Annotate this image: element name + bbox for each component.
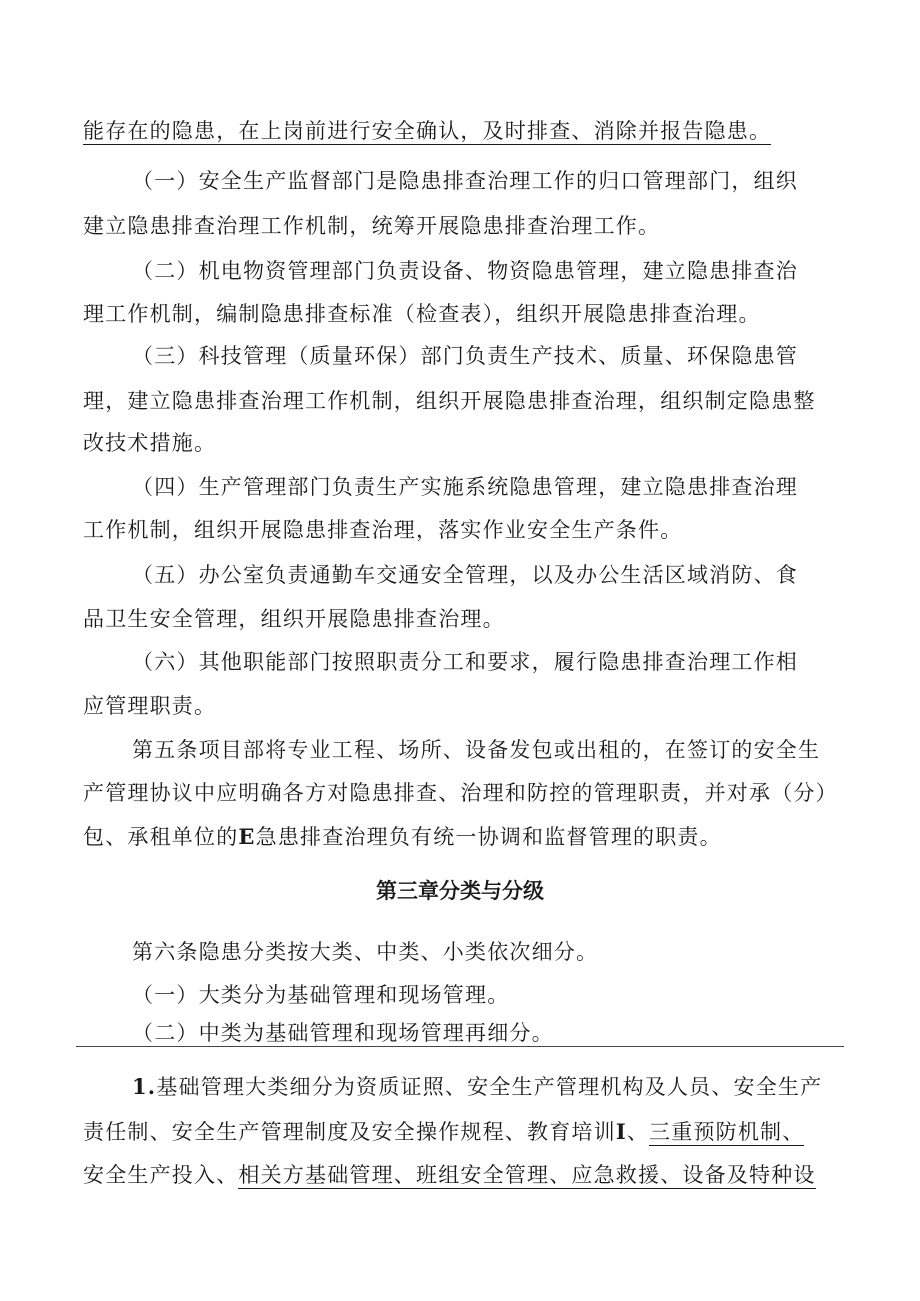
- paragraph-line: [132, 1018, 843, 1048]
- paragraph-line: [83, 116, 843, 146]
- item-number: 1.: [132, 1074, 157, 1099]
- text-segment: I: [615, 1119, 627, 1144]
- paragraph-line: （六）其他职能部门按照职责分工和要求，履行隐患排查治理工作相: [132, 650, 798, 674]
- underlined-text: 相关方基础管理、班组安全管理、应急救援、设备及特种设: [238, 1163, 816, 1187]
- paragraph-line: 第六条隐患分类按大类、中类、小类依次细分。: [132, 940, 599, 964]
- paragraph-line: 产管理协议中应明确各方对隐患排查、治理和防控的管理职责，并对承（分）: [83, 781, 838, 805]
- paragraph-line: 第五条项目部将专业工程、场所、设备发包或出租的，在签订的安全生: [132, 738, 821, 762]
- text-segment: 责任制、安全生产管理制度及安全操作规程、教育培训: [83, 1120, 616, 1144]
- paragraph-line: [83, 822, 843, 852]
- page-divider: [76, 1046, 844, 1047]
- paragraph-line: [83, 1160, 843, 1190]
- paragraph-line: 理，建立隐患排查治理工作机制，组织开展隐患排查治理，组织制定隐患整: [83, 389, 816, 413]
- paragraph-line: （二）机电物资管理部门负责设备、物资隐患管理，建立隐患排查治: [132, 259, 798, 283]
- text-segment: 急患排查治理负有统一协调和监督管理的职责。: [255, 825, 722, 849]
- paragraph-line: 建立隐患排查治理工作机制，统筹开展隐患排查治理工作。: [83, 214, 661, 238]
- underlined-text: 能存在的隐患，在上岗前进行安全确认，及时排查、消除并报告隐患。: [83, 119, 772, 143]
- paragraph-line: [132, 1072, 843, 1102]
- underlined-text: 三重预防机制、: [649, 1120, 805, 1144]
- text-segment: E: [238, 824, 256, 849]
- paragraph-line: 理工作机制，编制隐患排查标准（检查表），组织开展隐患排查治理。: [83, 302, 761, 326]
- paragraph-line: （一）安全生产监督部门是隐患排查治理工作的归口管理部门，组织: [132, 169, 798, 193]
- paragraph-line: 改技术措施。: [83, 431, 217, 455]
- underlined-text: （二）中类为基础管理和现场管理再细分。: [132, 1021, 554, 1045]
- paragraph-line: （五）办公室负责通勤车交通安全管理，以及办公生活区域消防、食: [132, 563, 798, 587]
- paragraph-line: （三）科技管理（质量环保）部门负责生产技术、质量、环保隐患管: [132, 344, 798, 368]
- text-segment: 基础管理大类细分为资质证照、安全生产管理机构及人员、安全生产: [156, 1075, 823, 1099]
- text-segment: 安全生产投入、: [83, 1163, 239, 1187]
- text-segment: 、: [626, 1120, 650, 1144]
- paragraph-line: 工作机制，组织开展隐患排查治理，落实作业安全生产条件。: [83, 518, 683, 542]
- paragraph-line: （一）大类分为基础管理和现场管理。: [132, 983, 510, 1007]
- chapter-heading: 第三章分类与分级: [376, 879, 544, 903]
- paragraph-line: [83, 1117, 843, 1147]
- paragraph-line: 应管理职责。: [83, 694, 217, 718]
- paragraph-line: 品卫生安全管理，组织开展隐患排查治理。: [83, 607, 505, 631]
- paragraph-line: （四）生产管理部门负责生产实施系统隐患管理，建立隐患排查治理: [132, 475, 798, 499]
- text-segment: 包、承租单位的: [83, 825, 239, 849]
